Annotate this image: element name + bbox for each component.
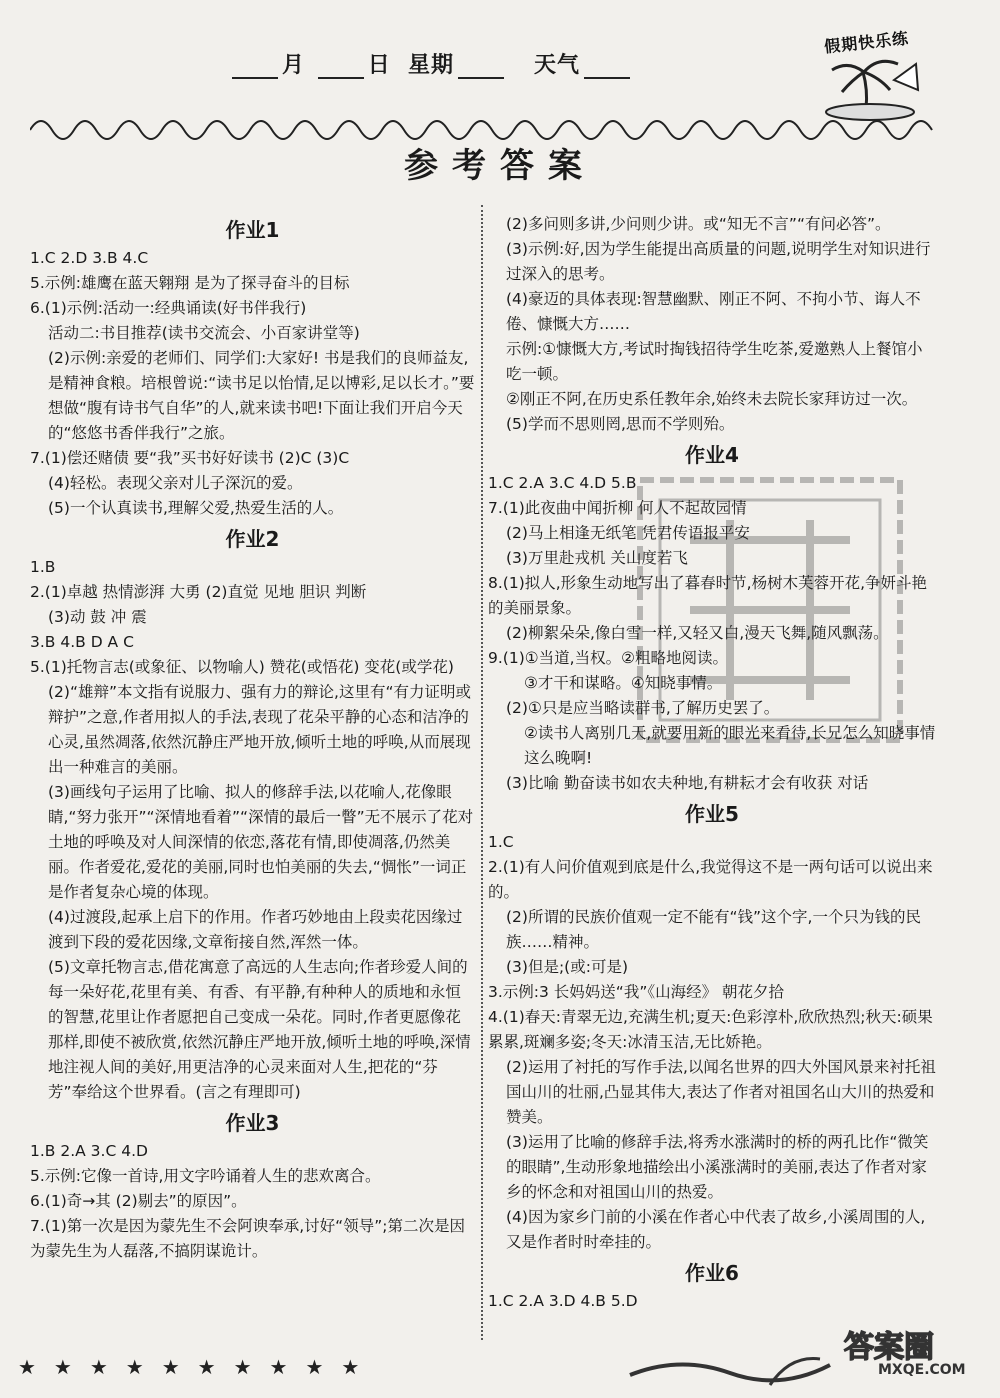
right-column — [488, 212, 936, 1314]
section-heading: 作业5 — [685, 802, 739, 826]
page-title: 参考答案 — [404, 146, 596, 186]
answer-line: (5)一个认真读书,理解父爱,热爱生活的人。 — [48, 499, 344, 517]
answer-line: 5.示例:雄鹰在蓝天翱翔 是为了探寻奋斗的目标 — [30, 274, 350, 292]
answer-line: 7.(1)第一次是因为蒙先生不会阿谀奉承,讨好“领导”;第二次是因为蒙先生为人磊落,不搞阴谋诡计。 — [30, 1217, 465, 1260]
answer-line: 9.(1)①当道,当权。②粗略地阅读。 — [488, 649, 728, 667]
answer-line: 6.(1)奇→其 (2)剔去”的原因”。 — [30, 1192, 247, 1210]
day-blank — [318, 55, 364, 79]
section-heading: 作业3 — [225, 1111, 280, 1135]
answer-line: 8.(1)拟人,形象生动地写出了暮春时节,杨树木芙蓉开花,争妍斗艳的美丽景象。 — [488, 574, 928, 617]
answer-line: 6.(1)示例:活动一:经典诵读(好书伴我行) — [30, 299, 307, 317]
answer-line: (4)轻松。表现父亲对儿子深沉的爱。 — [48, 474, 303, 492]
answer-line: 1.B 2.A 3.C 4.D — [30, 1142, 148, 1160]
answer-line: ②刚正不阿,在历史系任教年余,始终未去院长家拜访过一次。 — [506, 390, 918, 408]
answer-line: (3)但是;(或:可是) — [506, 958, 628, 976]
star-row: ★★★★★★★★★★ — [18, 1355, 378, 1379]
swoosh-decoration-icon — [620, 1345, 840, 1395]
month-label: 月 — [282, 53, 306, 78]
answer-line: (3)画线句子运用了比喻、拟人的修辞手法,以花喻人,花像眼睛,“努力张开”“深情地看着”“深情的最后一瞥”无不展示了花对土地的呼唤及对人间深情的依恋,落花有情,即使凋落,仍然美丽。作者爱花,爱花的美丽,同时也怕美丽的失去,“惆怅”一词正是作者复杂心境的体现。 — [48, 783, 474, 901]
weather-blank — [584, 55, 630, 79]
watermark-text: 答案圈 — [844, 1330, 934, 1365]
answer-line: (2)马上相逢无纸笔 凭君传语报平安 — [506, 524, 750, 542]
answer-line: (5)学而不思则罔,思而不学则殆。 — [506, 415, 735, 433]
logo-text: 假期快乐练 — [823, 28, 910, 57]
weather-label: 天气 — [534, 53, 581, 78]
date-line — [228, 48, 634, 79]
answer-line: (3)万里赴戎机 关山度若飞 — [506, 549, 688, 567]
answer-line: (2)①只是应当略读群书,了解历史罢了。 — [506, 699, 780, 717]
answer-line: (2)柳絮朵朵,像白雪一样,又轻又白,漫天飞舞,随风飘荡。 — [506, 624, 889, 642]
column-divider — [481, 205, 483, 1340]
answer-line: (2)示例:亲爱的老师们、同学们:大家好! 书是我们的良师益友,是精神食粮。培根曾说:“读书足以怡情,足以博彩,足以长才。”要想做“腹有诗书气自华”的人,就来读书吧!下面让我们开启今天的“悠悠书香伴我行”之旅。 — [48, 349, 475, 442]
left-column — [30, 212, 475, 1264]
weekday-blank — [458, 55, 504, 79]
answer-line: ②读书人离别几天,就要用新的眼光来看待,长兄怎么知晓事情这么晚啊! — [524, 724, 936, 767]
answer-line: 1.C 2.D 3.B 4.C — [30, 249, 149, 267]
answer-line: 活动二:书目推荐(读书交流会、小百家讲堂等) — [48, 324, 360, 342]
answer-line: (3)示例:好,因为学生能提出高质量的问题,说明学生对知识进行过深入的思考。 — [506, 240, 931, 283]
answer-line: 4.(1)春天:青翠无边,充满生机;夏天:色彩淳朴,欣欣热烈;秋天:硕果累累,斑斓多姿;冬天:冰清玉洁,无比娇艳。 — [488, 1008, 933, 1051]
answer-line: (4)因为家乡门前的小溪在作者心中代表了故乡,小溪周围的人,又是作者时时牵挂的。 — [506, 1208, 926, 1251]
answer-line: (3)运用了比喻的修辞手法,将秀水涨满时的桥的两孔比作“微笑的眼睛”,生动形象地描绘出小溪涨满时的美丽,表达了作者对家乡的怀念和对祖国山川的热爱。 — [506, 1133, 929, 1201]
answer-line: 5.(1)托物言志(或象征、以物喻人) 赞花(或悟花) 变花(或学花) — [30, 658, 454, 676]
month-blank — [232, 55, 278, 79]
answer-line: (2)多问则多讲,少问则少讲。或“知无不言”“有问必答”。 — [506, 215, 891, 233]
answer-line: 1.C — [488, 833, 514, 851]
answer-line: 示例:①慷慨大方,考试时掏钱招待学生吃茶,爱邀熟人上餐馆小吃一顿。 — [506, 340, 923, 383]
answer-line: (3)比喻 勤奋读书如农夫种地,有耕耘才会有收获 对话 — [506, 774, 869, 792]
answer-line: 5.示例:它像一首诗,用文字吟诵着人生的悲欢离合。 — [30, 1167, 381, 1185]
answer-line: 3.示例:3 长妈妈送“我”《山海经》 朝花夕拾 — [488, 983, 785, 1001]
answer-line: 7.(1)此夜曲中闻折柳 何人不起故园情 — [488, 499, 747, 517]
day-label: 日 — [367, 53, 391, 78]
answer-line: (2)“雄辩”本文指有说服力、强有力的辩论,这里有“有力证明或辩护”之意,作者用拟人的手法,表现了花朵平静的心态和洁净的心灵,虽然凋落,依然沉静庄严地开放,倾听土地的呼唤,从而展现出一种难言的美丽。 — [48, 683, 471, 776]
answer-line: (3)动 鼓 冲 震 — [48, 608, 147, 626]
answer-line: 1.C 2.A 3.C 4.D 5.B — [488, 474, 637, 492]
answer-line: 3.B 4.B D A C — [30, 633, 134, 651]
answer-line: (2)运用了衬托的写作手法,以闻名世界的四大外国风景来衬托祖国山川的壮丽,凸显其伟大,表达了作者对祖国名山大川的热爱和赞美。 — [506, 1058, 936, 1126]
weekday-label: 星期 — [408, 53, 455, 78]
answer-line: (4)过渡段,起承上启下的作用。作者巧妙地由上段卖花因缘过渡到下段的爱花因缘,文章衔接自然,浑然一体。 — [48, 908, 463, 951]
answer-line: 2.(1)有人问价值观到底是什么,我觉得这不是一两句话可以说出来的。 — [488, 858, 933, 901]
answer-line: ③才干和谋略。④知晓事情。 — [524, 674, 723, 692]
answer-line: (2)所谓的民族价值观一定不能有“钱”这个字,一个只为钱的民族……精神。 — [506, 908, 921, 951]
page-header — [0, 30, 1000, 110]
answer-line: 2.(1)卓越 热情澎湃 大勇 (2)直觉 见地 胆识 判断 — [30, 583, 367, 601]
section-heading: 作业1 — [225, 218, 280, 242]
answer-line: (4)豪迈的具体表现:智慧幽默、刚正不阿、不拘小节、诲人不倦、慷慨大方…… — [506, 290, 921, 333]
answer-line: 7.(1)偿还赌债 要“我”买书好好读书 (2)C (3)C — [30, 449, 350, 467]
answer-line: 1.C 2.A 3.D 4.B 5.D — [488, 1292, 638, 1310]
watermark — [838, 1318, 990, 1386]
section-heading: 作业2 — [225, 527, 280, 551]
answer-line: 1.B — [30, 558, 56, 576]
answer-line: (5)文章托物言志,借花寓意了高远的人生志向;作者珍爱人间的每一朵好花,花里有美、有香、有平静,有种种人的质地和永恒的智慧,花里让作者愿把自己变成一朵花。同时,作者更愿像花那样,即使不被欣赏,依然沉静庄严地开放,倾听土地的呼唤,深情地注视人间的美好,用更洁净的心灵来面对人生,把花的“芬芳”奉给这个世界看。(言之有理即可) — [48, 958, 471, 1101]
watermark-url: MXQE.COM — [878, 1362, 966, 1378]
section-heading: 作业6 — [685, 1261, 739, 1285]
section-heading: 作业4 — [685, 443, 739, 467]
